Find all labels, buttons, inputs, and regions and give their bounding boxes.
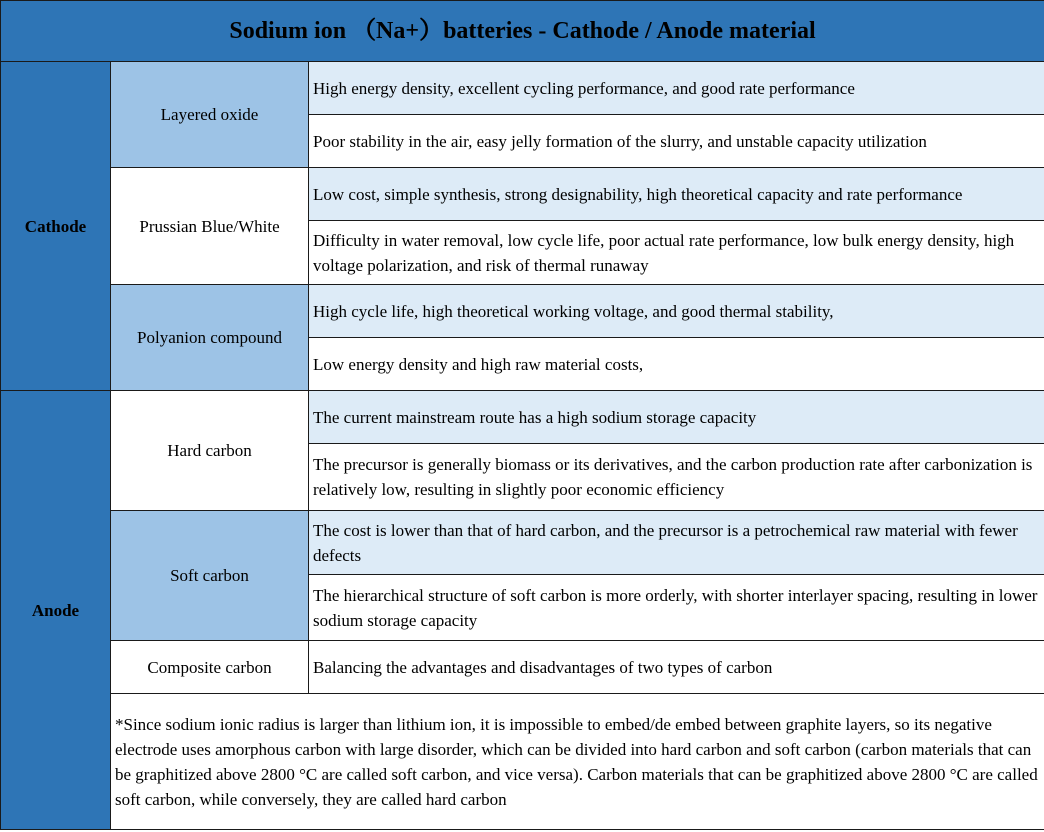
material-desc-composite-carbon: Balancing the advantages and disadvantages of two types of carbon — [309, 641, 1044, 694]
material-name-soft-carbon: Soft carbon — [111, 511, 309, 641]
material-pros-soft-carbon: The cost is lower than that of hard carbon, and the precursor is a petrochemical raw material with fewer defects — [309, 511, 1044, 575]
material-cons-prussian-blue: Difficulty in water removal, low cycle life, poor actual rate performance, low bulk energy density, high voltage polarization, and risk of thermal runaway — [309, 221, 1044, 285]
material-name-composite-carbon: Composite carbon — [111, 641, 309, 694]
material-name-prussian-blue: Prussian Blue/White — [111, 168, 309, 285]
material-cons-soft-carbon: The hierarchical structure of soft carbon is more orderly, with shorter interlayer spacing, resulting in lower sodium storage capacity — [309, 575, 1044, 641]
material-name-polyanion: Polyanion compound — [111, 285, 309, 391]
material-cons-hard-carbon: The precursor is generally biomass or its derivatives, and the carbon production rate after carbonization is relatively low, resulting in slightly poor economic efficiency — [309, 444, 1044, 511]
material-cons-polyanion: Low energy density and high raw material costs, — [309, 338, 1044, 391]
material-name-layered-oxide: Layered oxide — [111, 62, 309, 168]
table-title: Sodium ion （Na+）batteries - Cathode / Anode material — [1, 1, 1044, 62]
material-pros-hard-carbon: The current mainstream route has a high sodium storage capacity — [309, 391, 1044, 444]
material-name-hard-carbon: Hard carbon — [111, 391, 309, 511]
material-pros-layered-oxide: High energy density, excellent cycling performance, and good rate performance — [309, 62, 1044, 115]
group-label-cathode: Cathode — [1, 62, 111, 391]
material-cons-layered-oxide: Poor stability in the air, easy jelly formation of the slurry, and unstable capacity utilization — [309, 115, 1044, 168]
group-label-anode: Anode — [1, 391, 111, 830]
footnote: *Since sodium ionic radius is larger than lithium ion, it is impossible to embed/de embed between graphite layers, so its negative electrode uses amorphous carbon with large disorder, which can be divided into hard carbon and soft carbon (carbon materials that can be graphitized above 2800 °C are called soft carbon, and vice versa). Carbon materials that can be graphitized above 2800 °C are called soft carbon, while conversely, they are called hard carbon — [111, 694, 1044, 830]
material-pros-prussian-blue: Low cost, simple synthesis, strong designability, high theoretical capacity and rate performance — [309, 168, 1044, 221]
material-pros-polyanion: High cycle life, high theoretical working voltage, and good thermal stability, — [309, 285, 1044, 338]
